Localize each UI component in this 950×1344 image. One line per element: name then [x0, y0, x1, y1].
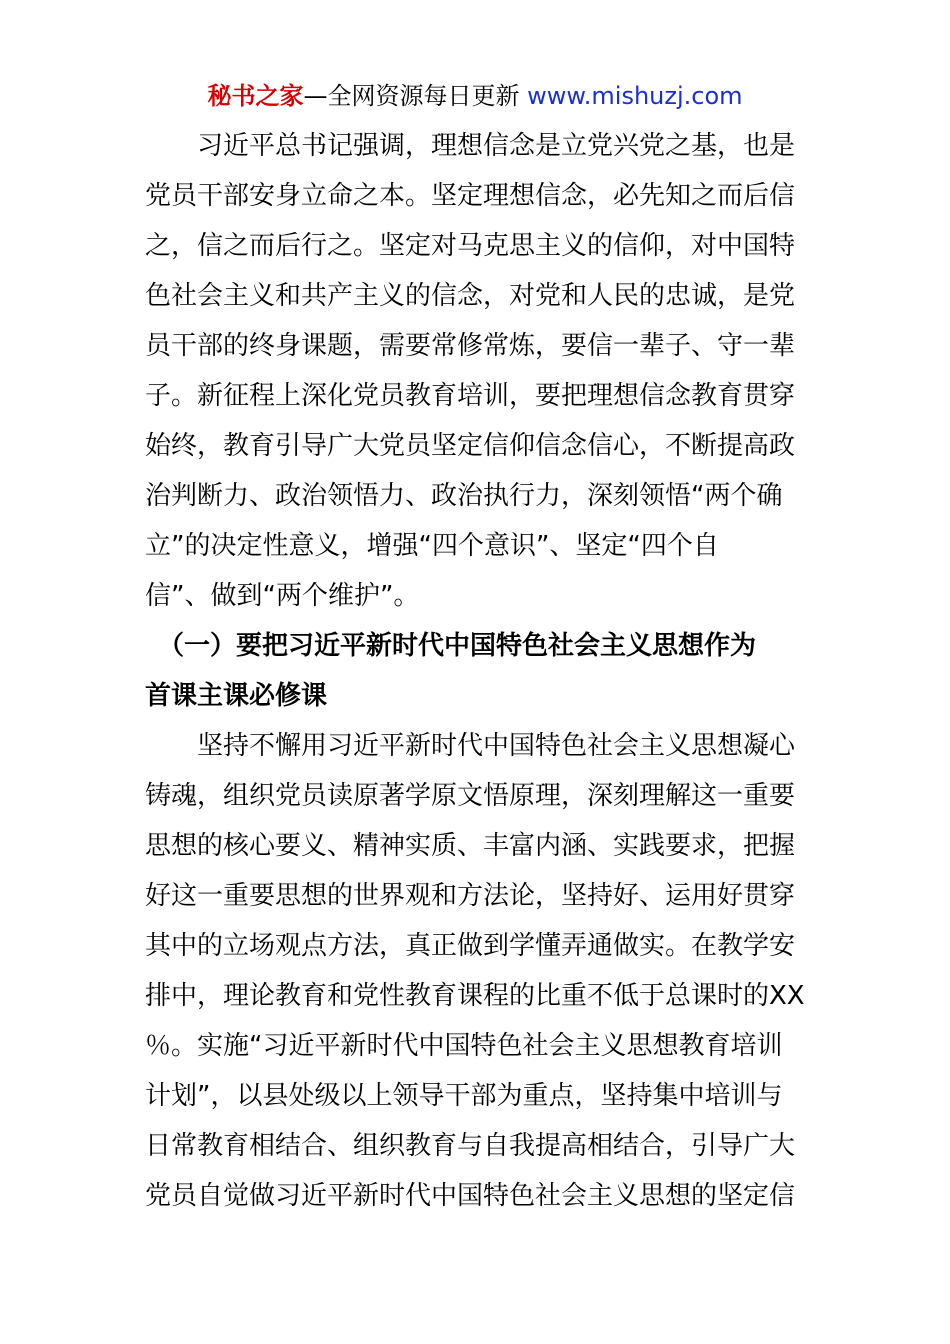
text-line: 思想的核心要义、精神实质、丰富内涵、实践要求，把握 — [145, 831, 796, 861]
text-line: 之，信之而后行之。坚定对马克思主义的信仰，对中国特 — [145, 231, 796, 261]
section-heading-line: （一）要把习近平新时代中国特色社会主义思想作为 — [145, 631, 757, 661]
text-line: 坚持不懈用习近平新时代中国特色社会主义思想凝心 — [145, 731, 796, 761]
text-line: 计划”，以县处级以上领导干部为重点，坚持集中培训与 — [145, 1081, 783, 1111]
text-line: 始终，教育引导广大党员坚定信仰信念信心，不断提高政 — [145, 431, 796, 461]
text-line: 员干部的终身课题，需要常修常炼，要信一辈子、守一辈 — [145, 331, 796, 361]
text-line: 党员自觉做习近平新时代中国特色社会主义思想的坚定信 — [145, 1181, 796, 1211]
text-line: 习近平总书记强调，理想信念是立党兴党之基，也是 — [145, 131, 796, 161]
text-line: 日常教育相结合、组织教育与自我提高相结合，引导广大 — [145, 1131, 796, 1161]
text-line: 立”的决定性意义，增强“四个意识”、坚定“四个自 — [145, 531, 719, 561]
text-line: 其中的立场观点方法，真正做到学懂弄通做实。在教学安 — [145, 931, 796, 961]
text-line: ％。实施“习近平新时代中国特色社会主义思想教育培训 — [145, 1031, 783, 1061]
section-heading-line: 首课主课必修课 — [145, 681, 328, 711]
text-line: 子。新征程上深化党员教育培训，要把理想信念教育贯穿 — [145, 381, 796, 411]
text-line: 信”、做到“两个维护”。 — [145, 581, 420, 611]
site-header — [0, 80, 950, 112]
text-line: 好这一重要思想的世界观和方法论，坚持好、运用好贯穿 — [145, 881, 796, 911]
text-line: 治判断力、政治领悟力、政治执行力，深刻领悟“两个确 — [145, 481, 783, 511]
site-slogan: —全网资源每日更新 — [303, 82, 528, 110]
text-line: 排中，理论教育和党性教育课程的比重不低于总课时的XX — [145, 981, 805, 1011]
text-line: 党员干部安身立命之本。坚定理想信念，必先知之而后信 — [145, 181, 796, 211]
site-brand: 秘书之家 — [207, 82, 304, 110]
site-url[interactable]: www.mishuzj.com — [527, 82, 743, 110]
text-line: 铸魂，组织党员读原著学原文悟原理，深刻理解这一重要 — [145, 781, 796, 811]
text-line: 色社会主义和共产主义的信念，对党和人民的忠诚，是党 — [145, 281, 796, 311]
